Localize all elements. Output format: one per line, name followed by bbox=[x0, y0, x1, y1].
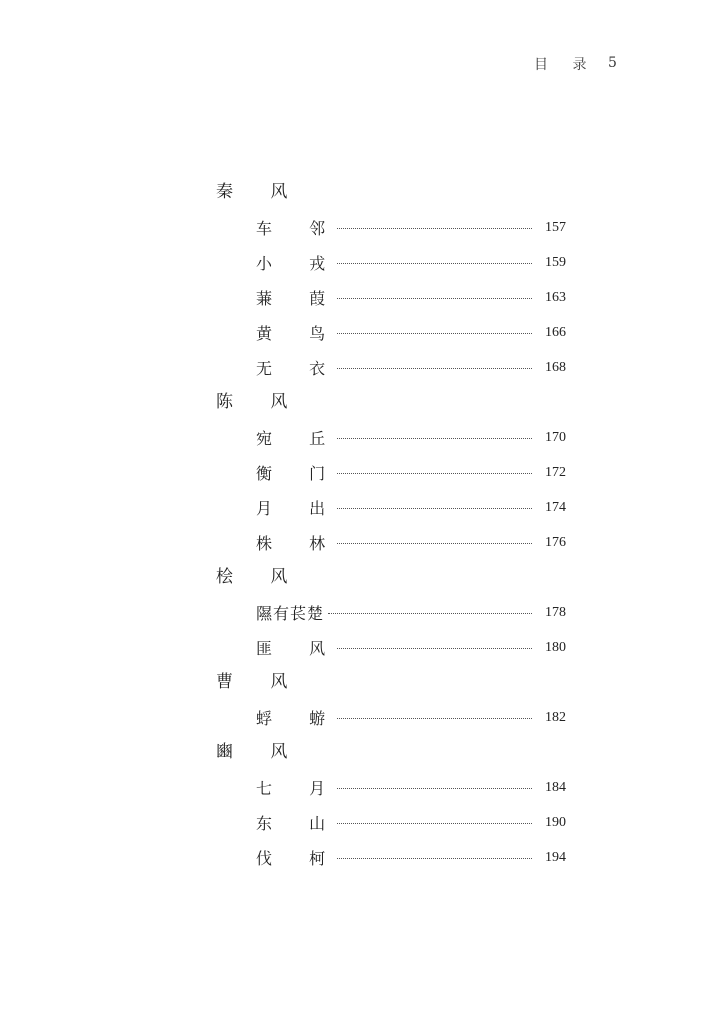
table-of-contents bbox=[216, 175, 566, 875]
dot-leader bbox=[337, 438, 532, 439]
entry-page-number: 168 bbox=[545, 359, 566, 375]
entry-title: 伐 柯 bbox=[256, 849, 342, 868]
dot-leader bbox=[337, 298, 532, 299]
toc-entry[interactable] bbox=[216, 595, 566, 630]
toc-entry[interactable] bbox=[216, 315, 566, 350]
entry-page-number: 163 bbox=[545, 289, 566, 305]
toc-entry[interactable] bbox=[216, 700, 566, 735]
page-number: 5 bbox=[608, 55, 617, 71]
entry-page-number: 174 bbox=[545, 499, 566, 515]
entry-page-number: 184 bbox=[545, 779, 566, 795]
section-title: 秦 风 bbox=[216, 182, 304, 202]
dot-leader bbox=[337, 858, 532, 859]
entry-page-number: 178 bbox=[545, 604, 566, 620]
section-title: 曹 风 bbox=[216, 672, 304, 692]
entry-title: 衡 门 bbox=[256, 464, 342, 483]
entry-title: 黄 鸟 bbox=[256, 324, 342, 343]
toc-entry[interactable] bbox=[216, 280, 566, 315]
dot-leader bbox=[337, 333, 532, 334]
toc-entry[interactable] bbox=[216, 630, 566, 665]
entry-title: 蒹 葭 bbox=[256, 289, 342, 308]
entry-title: 蜉 蝣 bbox=[256, 709, 342, 728]
toc-entry[interactable] bbox=[216, 420, 566, 455]
entry-page-number: 170 bbox=[545, 429, 566, 445]
entry-title: 车 邻 bbox=[256, 219, 342, 238]
toc-entry[interactable] bbox=[216, 840, 566, 875]
dot-leader bbox=[337, 788, 532, 789]
section-title: 豳 风 bbox=[216, 742, 304, 762]
entry-title: 无 衣 bbox=[256, 359, 342, 378]
toc-entry[interactable] bbox=[216, 245, 566, 280]
running-title: 目 录 bbox=[534, 57, 597, 73]
dot-leader bbox=[337, 823, 532, 824]
dot-leader bbox=[337, 718, 532, 719]
running-head bbox=[520, 54, 640, 78]
entry-title: 匪 风 bbox=[256, 639, 342, 658]
section-title: 桧 风 bbox=[216, 567, 304, 587]
toc-entry[interactable] bbox=[216, 770, 566, 805]
dot-leader bbox=[337, 543, 532, 544]
dot-leader bbox=[337, 508, 532, 509]
entry-page-number: 157 bbox=[545, 219, 566, 235]
toc-entry[interactable] bbox=[216, 210, 566, 245]
dot-leader bbox=[337, 473, 532, 474]
entry-page-number: 172 bbox=[545, 464, 566, 480]
entry-title: 隰有苌楚 bbox=[256, 604, 325, 623]
entry-page-number: 176 bbox=[545, 534, 566, 550]
entry-page-number: 194 bbox=[545, 849, 566, 865]
entry-page-number: 182 bbox=[545, 709, 566, 725]
dot-leader bbox=[337, 228, 532, 229]
entry-title: 株 林 bbox=[256, 534, 342, 553]
entry-page-number: 166 bbox=[545, 324, 566, 340]
entry-title: 小 戎 bbox=[256, 254, 342, 273]
toc-entry[interactable] bbox=[216, 490, 566, 525]
entry-page-number: 190 bbox=[545, 814, 566, 830]
entry-title: 七 月 bbox=[256, 779, 342, 798]
entry-page-number: 159 bbox=[545, 254, 566, 270]
toc-entry[interactable] bbox=[216, 350, 566, 385]
toc-entry[interactable] bbox=[216, 455, 566, 490]
entry-title: 月 出 bbox=[256, 499, 342, 518]
toc-entry[interactable] bbox=[216, 805, 566, 840]
section-title: 陈 风 bbox=[216, 392, 304, 412]
dot-leader bbox=[337, 263, 532, 264]
entry-title: 宛 丘 bbox=[256, 429, 342, 448]
entry-title: 东 山 bbox=[256, 814, 342, 833]
dot-leader bbox=[337, 368, 532, 369]
dot-leader bbox=[337, 648, 532, 649]
entry-page-number: 180 bbox=[545, 639, 566, 655]
toc-entry[interactable] bbox=[216, 525, 566, 560]
dot-leader bbox=[328, 613, 532, 614]
